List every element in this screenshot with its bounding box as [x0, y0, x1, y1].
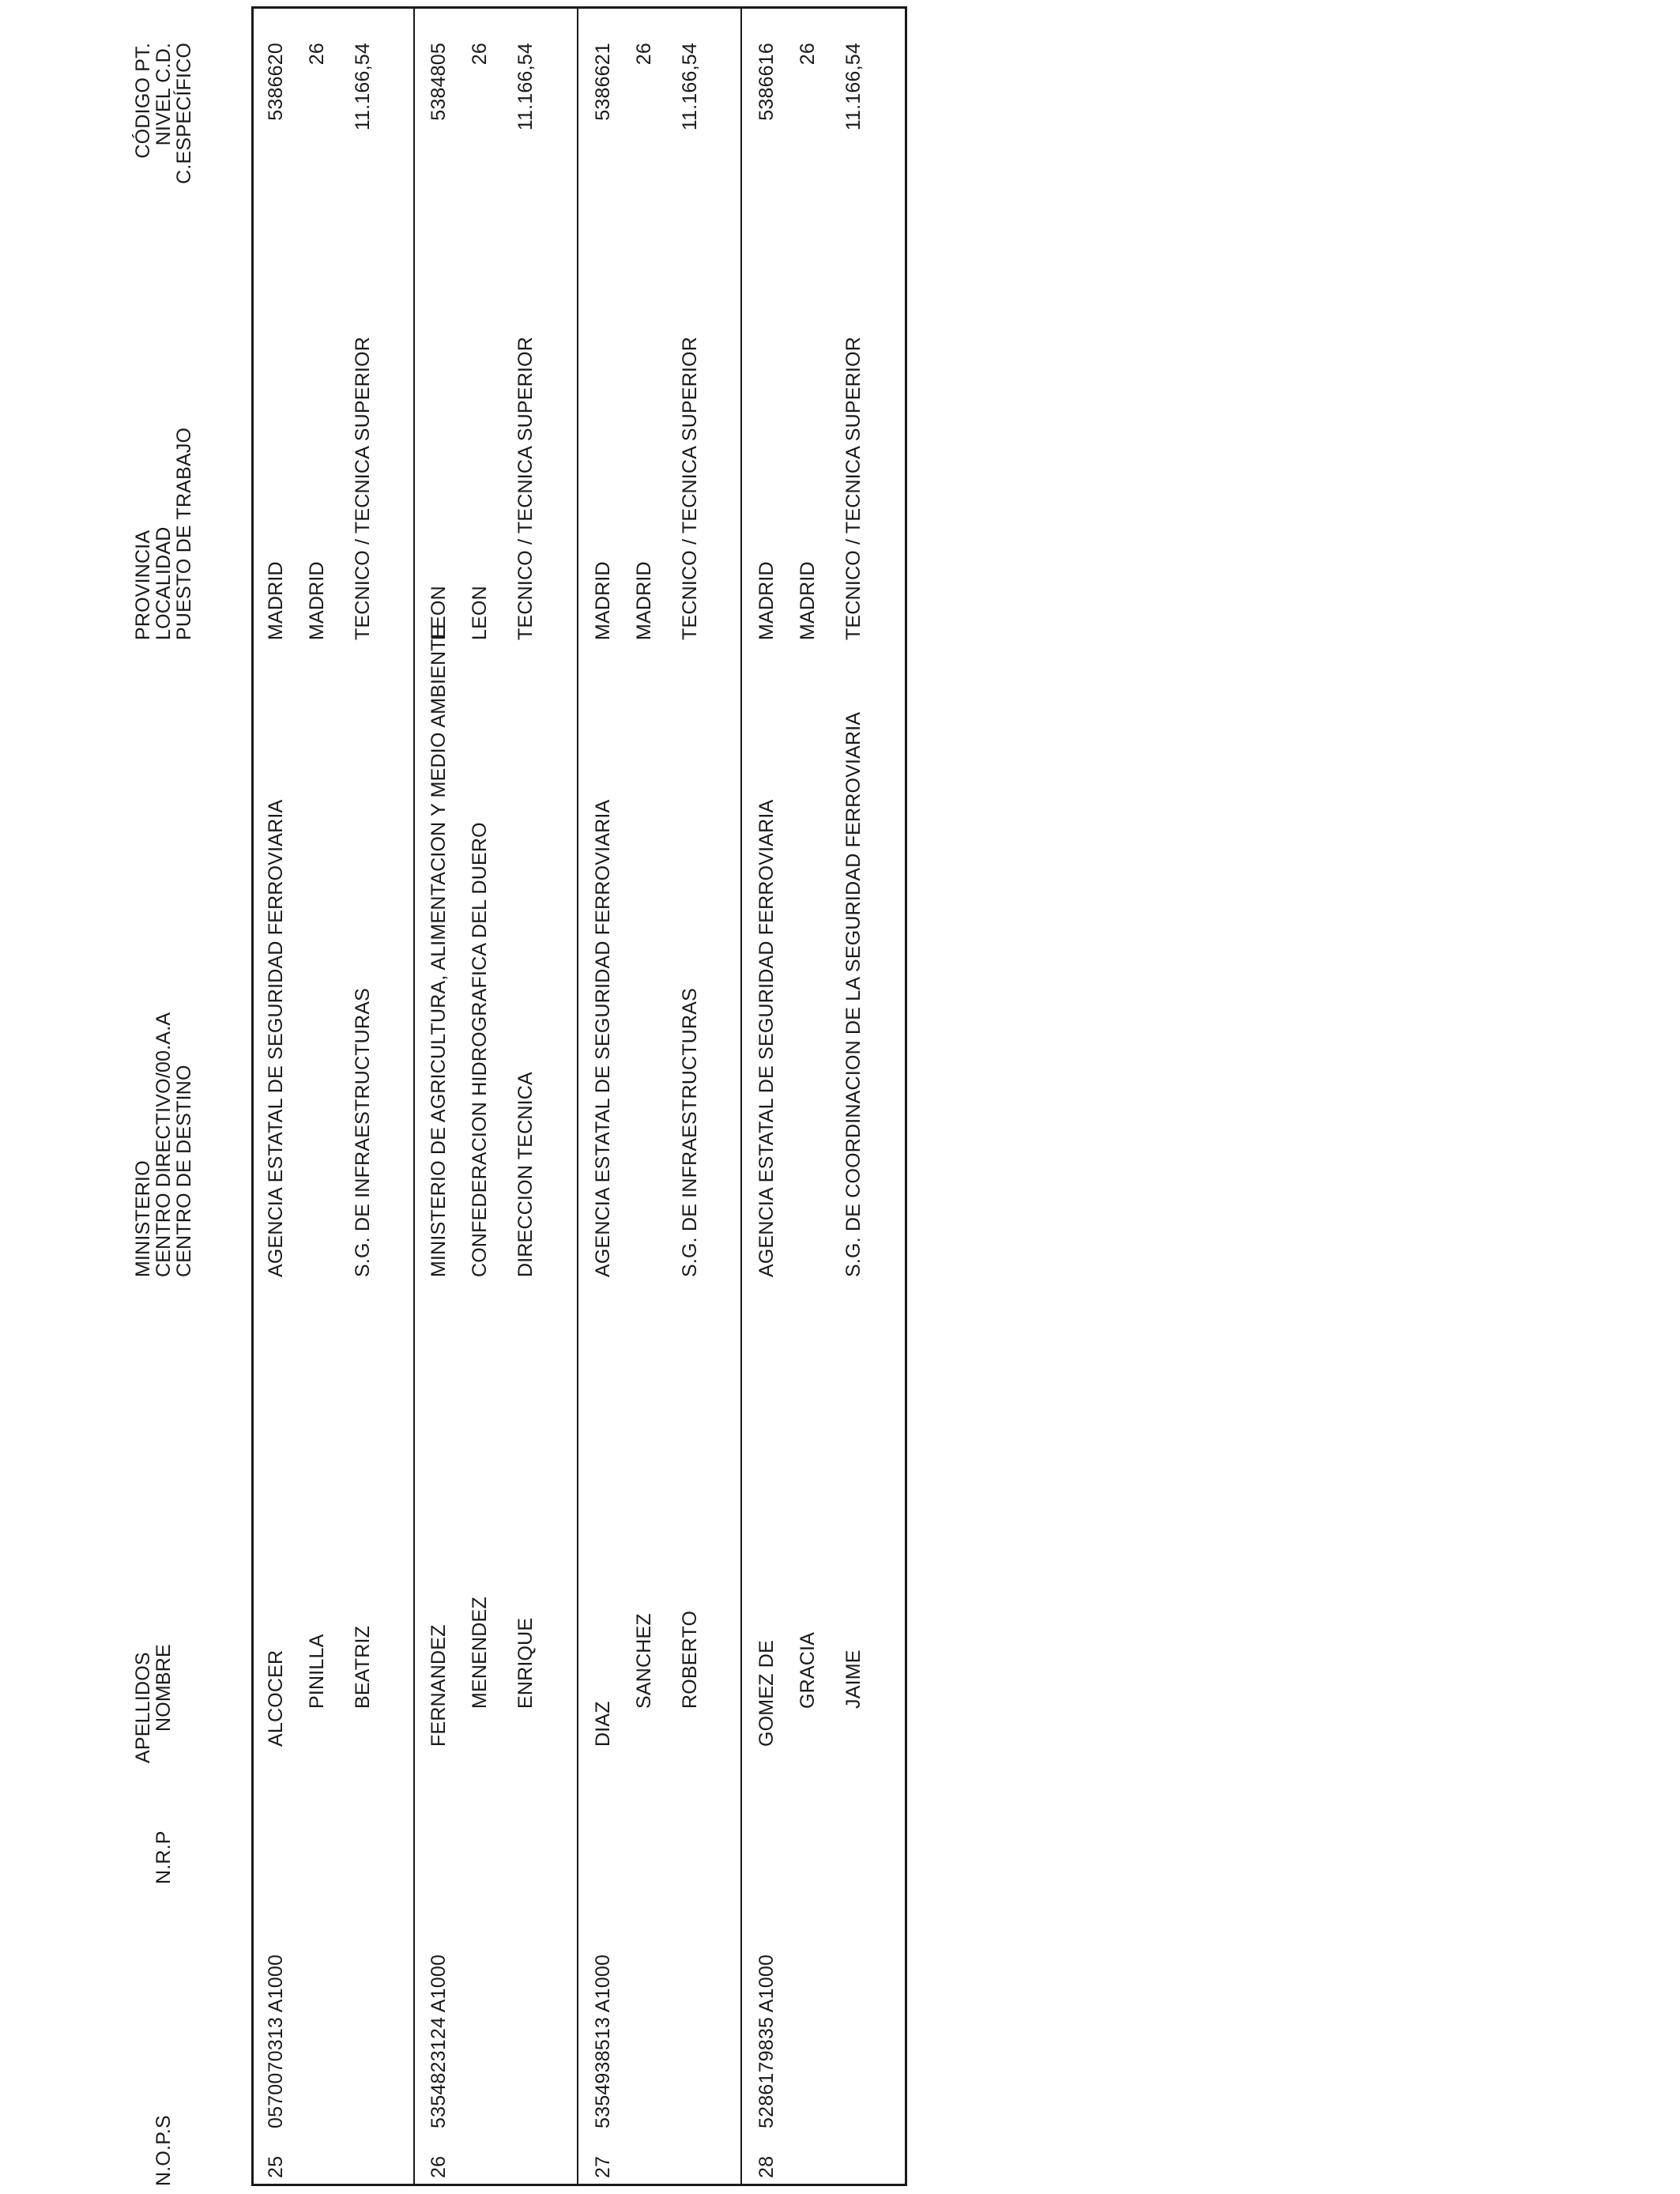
header-centro-destino: CENTRO DE DESTINO	[173, 1065, 195, 1277]
cell-localidad: MADRID	[306, 561, 328, 640]
header-localidad: LOCALIDAD	[153, 526, 175, 640]
cell-centro-destino: S.G. DE COORDINACION DE LA SEGURIDAD FERROVIARIA	[842, 711, 864, 1277]
cell-apellido2: SANCHEZ	[633, 1613, 655, 1709]
header-ministerio-group	[133, 1012, 194, 1277]
table-frame	[251, 6, 907, 2186]
header-apellidos-nombre	[133, 1644, 174, 1763]
cell-nrp: 5286179835 A1000	[755, 1954, 778, 2128]
cell-nrp: 0570070313 A1000	[265, 1954, 287, 2128]
cell-puesto: TECNICO / TECNICA SUPERIOR	[679, 337, 701, 640]
header-nrp: N.R.P	[153, 1830, 175, 1884]
cell-nivel: 26	[469, 43, 491, 66]
cell-apellido2: GRACIA	[797, 1631, 819, 1709]
cell-ministerio: MINISTERIO DE AGRICULTURA, ALIMENTACION Y MEDIO AMBIENTE	[428, 625, 450, 1277]
cell-codigo: 5384805	[428, 43, 450, 121]
header-codigo-group	[133, 43, 194, 218]
cell-nombre: ROBERTO	[679, 1610, 701, 1709]
header-provincia-group	[133, 428, 194, 640]
cell-nivel: 26	[306, 43, 328, 66]
header-centro-directivo: CENTRO DIRECTIVO/00.A.A	[153, 1012, 175, 1277]
header-puesto: PUESTO DE TRABAJO	[173, 427, 195, 640]
cell-codigo: 5386616	[755, 43, 778, 121]
cell-apellido1: DIAZ	[592, 1701, 614, 1747]
header-provincia: PROVINCIA	[132, 530, 154, 640]
row-separator	[577, 6, 578, 2186]
cell-nombre: ENRIQUE	[514, 1617, 537, 1709]
cell-apellido1: GOMEZ DE	[755, 1640, 778, 1747]
cell-ministerio: AGENCIA ESTATAL DE SEGURIDAD FERROVIARIA	[592, 799, 614, 1277]
cell-localidad: LEON	[469, 586, 491, 640]
header-codigo: CÓDIGO PT.	[132, 43, 154, 159]
header-ministerio: MINISTERIO	[132, 1160, 154, 1277]
cell-centro-destino: S.G. DE INFRAESTRUCTURAS	[679, 988, 701, 1277]
cell-nops: 27	[592, 2155, 614, 2178]
cell-puesto: TECNICO / TECNICA SUPERIOR	[352, 337, 374, 640]
cell-apellido2: MENENDEZ	[469, 1596, 491, 1709]
cell-localidad: MADRID	[797, 561, 819, 640]
cell-provincia: MADRID	[592, 561, 614, 640]
cell-especifico: 11.166,54	[679, 43, 701, 131]
row-separator	[413, 6, 415, 2186]
cell-provincia: MADRID	[265, 561, 287, 640]
header-nivel: NIVEL C.D.	[153, 43, 175, 146]
cell-centro-destino: S.G. DE INFRAESTRUCTURAS	[352, 988, 374, 1277]
row-separator	[740, 6, 742, 2186]
header-nops: N.O.P.S	[153, 2115, 175, 2186]
cell-localidad: MADRID	[633, 561, 655, 640]
cell-ministerio: AGENCIA ESTATAL DE SEGURIDAD FERROVIARIA	[265, 799, 287, 1277]
cell-codigo: 5386620	[265, 43, 287, 121]
cell-nivel: 26	[633, 43, 655, 66]
cell-nops: 26	[428, 2155, 450, 2178]
cell-especifico: 11.166,54	[514, 43, 537, 131]
cell-nivel: 26	[797, 43, 819, 66]
cell-especifico: 11.166,54	[842, 43, 864, 131]
cell-especifico: 11.166,54	[352, 43, 374, 131]
cell-nombre: BEATRIZ	[352, 1625, 374, 1709]
cell-codigo: 5386621	[592, 43, 614, 121]
cell-provincia: LEON	[428, 586, 450, 640]
cell-nops: 28	[755, 2155, 778, 2178]
cell-apellido2: PINILLA	[306, 1634, 328, 1709]
cell-centro-destino: DIRECCION TECNICA	[514, 1072, 537, 1277]
header-apellidos: APELLIDOS	[132, 1652, 154, 1763]
cell-puesto: TECNICO / TECNICA SUPERIOR	[842, 337, 864, 640]
cell-provincia: MADRID	[755, 561, 778, 640]
cell-apellido1: ALCOCER	[265, 1649, 287, 1747]
cell-apellido1: FERNANDEZ	[428, 1624, 450, 1747]
cell-nombre: JAIME	[842, 1649, 864, 1709]
cell-nrp: 5354938513 A1000	[592, 1954, 614, 2128]
header-especifico: C.ESPECÍFICO	[173, 43, 195, 184]
cell-centro-directivo: CONFEDERACION HIDROGRAFICA DEL DUERO	[469, 822, 491, 1277]
header-nombre: NOMBRE	[153, 1644, 175, 1732]
cell-ministerio: AGENCIA ESTATAL DE SEGURIDAD FERROVIARIA	[755, 799, 778, 1277]
cell-nops: 25	[265, 2155, 287, 2178]
cell-puesto: TECNICO / TECNICA SUPERIOR	[514, 337, 537, 640]
cell-nrp: 5354823124 A1000	[428, 1954, 450, 2128]
